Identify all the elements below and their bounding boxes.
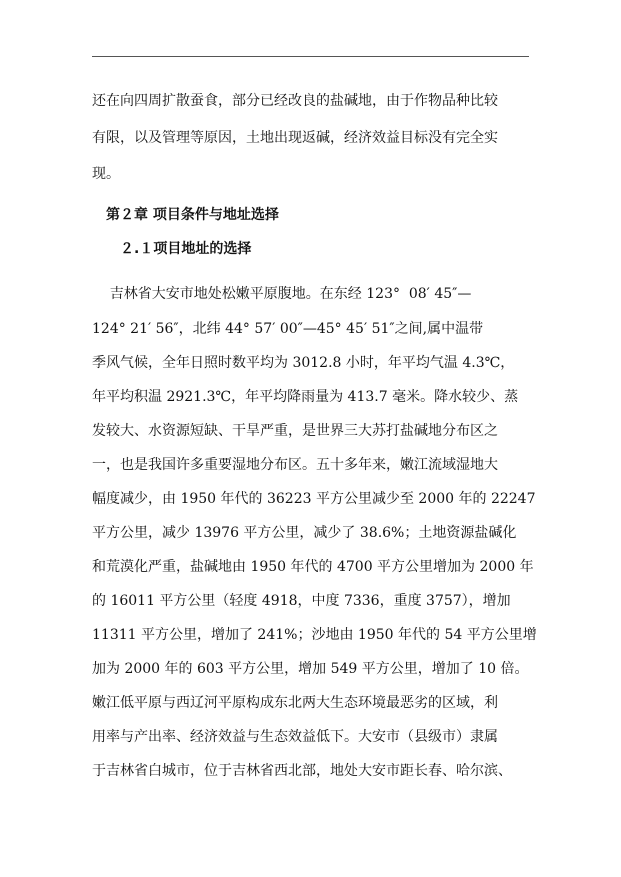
- main-line-8: 平方公里，减少 13976 平方公里，减少了 38.6%；土地资源盐碱化: [92, 525, 517, 541]
- main-line-3: 季风气候，全年日照时数平均为 3012.8 小时，年平均气温 4.3℃，: [92, 355, 515, 371]
- main-line-11: 11311 平方公里，增加了 241%；沙地由 1950 年代的 54 平方公里增: [92, 627, 537, 643]
- intro-line-2: 有限，以及管理等原因，土地出现返碱，经济效益目标没有完全实: [92, 130, 498, 146]
- main-line-12: 加为 2000 年的 603 平方公里，增加 549 平方公里，增加了 10 倍。: [92, 661, 529, 677]
- main-line-9: 和荒漠化严重，盐碱地由 1950 年代的 4700 平方公里增加为 2000 年: [92, 559, 534, 575]
- intro-line-3: 现。: [92, 166, 120, 182]
- main-line-6: 一，也是我国许多重要湿地分布区。五十多年来，嫩江流域湿地大: [92, 457, 498, 473]
- main-line-7: 幅度减少，由 1950 年代的 36223 平方公里减少至 2000 年的 22247: [92, 491, 536, 507]
- intro-line-1: 还在向四周扩散蚕食，部分已经改良的盐碱地，由于作物品种比较: [92, 93, 498, 109]
- main-line-14: 用率与产出率、经济效益与生态效益低下。大安市（县级市）隶属: [92, 729, 498, 745]
- main-line-2: 124° 21′ 56″，北纬 44° 57′ 00″—45° 45′ 51″之间,属中温带: [92, 321, 484, 337]
- main-line-1: 吉林省大安市地处松嫩平原腹地。在东经 123° 08′ 45″—: [92, 286, 472, 302]
- main-line-13: 嫩江低平原与西辽河平原构成东北两大生态环境最恶劣的区域，利: [92, 695, 498, 711]
- main-line-4: 年平均积温 2921.3℃，年平均降雨量为 413.7 毫米。降水较少、蒸: [92, 389, 519, 405]
- chapter-heading: 第２章 项目条件与地址选择: [106, 207, 279, 223]
- header-rule: [92, 56, 529, 57]
- section-heading: ２.１项目地址的选择: [120, 241, 252, 257]
- main-line-5: 发较大、水资源短缺、干旱严重，是世界三大苏打盐碱地分布区之: [92, 423, 498, 439]
- main-line-15: 于吉林省白城市，位于吉林省西北部，地处大安市距长春、哈尔滨、: [92, 763, 512, 779]
- main-line-10: 的 16011 平方公里（轻度 4918，中度 7336，重度 3757），增加: [92, 593, 511, 609]
